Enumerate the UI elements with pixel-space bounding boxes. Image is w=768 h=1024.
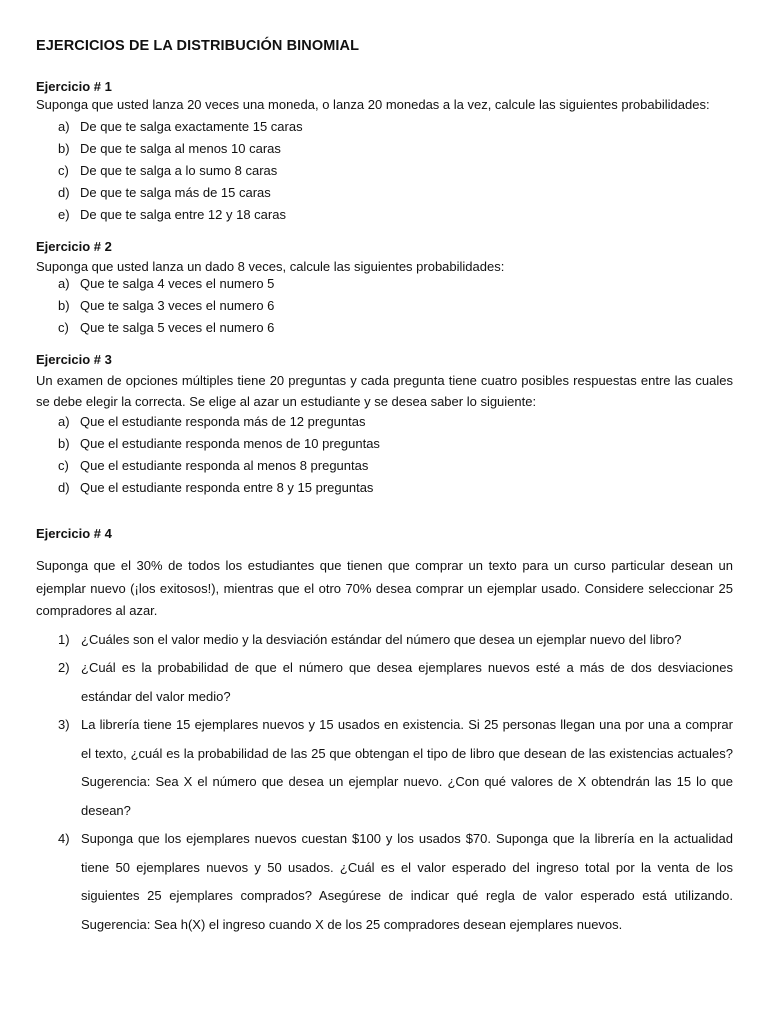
exercise-3-item: c) Que el estudiante responda al menos 8 preguntas — [58, 458, 369, 473]
exercise-3-heading: Ejercicio # 3 — [36, 352, 112, 367]
exercise-1-item: c) De que te salga a lo sumo 8 caras — [58, 163, 278, 178]
exercise-1-item: e) De que te salga entre 12 y 18 caras — [58, 207, 286, 222]
exercise-3-item: d) Que el estudiante responda entre 8 y 15 preguntas — [58, 480, 374, 495]
exercise-4-heading: Ejercicio # 4 — [36, 526, 112, 541]
document-title: EJERCICIOS DE LA DISTRIBUCIÓN BINOMIAL — [36, 38, 360, 54]
exercise-1-heading: Ejercicio # 1 — [36, 79, 112, 94]
exercise-1-statement: Suponga que usted lanza 20 veces una moneda, o lanza 20 monedas a la vez, calcule las siguientes probabilidades: — [36, 97, 710, 112]
exercise-4-statement: Suponga que el 30% de todos los estudiantes que tienen que comprar un texto para un curso particular desean un ejemplar nuevo (¡los exitosos!), mientras que el otro 70% desea comprar un ejemplar usado. Considere seleccionar 25 compradores al azar. — [36, 558, 733, 618]
exercise-1-item: b) De que te salga al menos 10 caras — [58, 141, 281, 156]
exercise-2-heading: Ejercicio # 2 — [36, 239, 112, 254]
exercise-3-statement: Un examen de opciones múltiples tiene 20 preguntas y cada pregunta tiene cuatro posibles respuestas entre las cuales se debe elegir la correcta. Se elige al azar un estudiante y se desea saber lo siguiente: — [36, 373, 733, 409]
exercise-2-item: c) Que te salga 5 veces el numero 6 — [58, 320, 275, 335]
document-page: EJERCICIOS DE LA DISTRIBUCIÓN BINOMIAL Ejercicio # 1 Suponga que usted lanza 20 veces una moneda, o lanza 20 monedas a la vez, calcule las siguientes probabilidades: a) De que te salga exactamente 15 caras b) De que te salga al menos 10 caras c) De que te salga a lo sumo 8 caras d) De que te salga más de 15 caras e) De que te salga entre 12 y 18 caras Ejercicio # 2 Suponga que usted lanza un dado 8 veces, calcule las siguientes probabilidades: a) Que te salga 4 veces el numero 5 b) Que te salga 3 veces el numero 6 c) Que te salga 5 veces el numero 6 Ejercicio # 3 Un examen de opciones múltiples tiene 20 preguntas y cada pregunta tiene cuatro posibles respuestas entre las cuales se debe elegir la correcta. Se elige al azar un estudiante y se desea saber lo siguiente: a) Que el estudiante responda más de 12 preguntas b) Que el estudiante responda menos de 10 preguntas c) Que el estudiante responda al menos 8 preguntas d) Que el estudiante responda entre 8 y 15 preguntas Ejercicio # 4 Suponga que el 30% de todos los estudiantes que tienen que comprar un texto para un curso particular desean un ejemplar nuevo (¡los exitosos!), mientras que el otro 70% desea comprar un ejemplar usado. Considere seleccionar 25 compradores al azar. 1) ¿Cuáles son el valor medio y la desviación estándar del número que desea un ejemplar nuevo del libro? 2) ¿Cuál es la probabilidad de que el número que desea ejemplares nuevos esté a más de dos desviaciones estándar del valor medio? 3) La librería tiene 15 ejemplares nuevos y 15 usados en existencia. Si 25 personas llegan una por una a comprar el texto, ¿cuál es la probabilidad de las 25 que obtengan el tipo de libro que desean de las existencias actuales? Sugerencia: Sea X el número que desea un ejemplar nuevo. ¿Con qué valores de X obtendrán las 15 lo que desean? 4) Suponga que los ejemplares nuevos cuestan $100 y los usados $70. Suponga que la librería en la actualidad tiene 50 ejemplares nuevos y 50 usados. ¿Cuál es el valor esperado del ingreso total por la venta de los siguientes 25 ejemplares comprados? Asegúrese de indicar qué regla de valor esperado está utilizando. Sugerencia: Sea h(X) el ingreso cuando X de los 25 compradores desean ejemplares nuevos. — [36, 38, 733, 932]
exercise-1-item: d) De que te salga más de 15 caras — [58, 185, 271, 200]
exercise-2-item: b) Que te salga 3 veces el numero 6 — [58, 298, 275, 313]
exercise-2-item: a) Que te salga 4 veces el numero 5 — [58, 276, 275, 291]
exercise-3-item: b) Que el estudiante responda menos de 10 preguntas — [58, 436, 380, 451]
exercise-3-item: a) Que el estudiante responda más de 12 preguntas — [58, 414, 366, 429]
exercise-2-statement: Suponga que usted lanza un dado 8 veces, calcule las siguientes probabilidades: — [36, 259, 505, 274]
exercise-1-item: a) De que te salga exactamente 15 caras — [58, 119, 303, 134]
